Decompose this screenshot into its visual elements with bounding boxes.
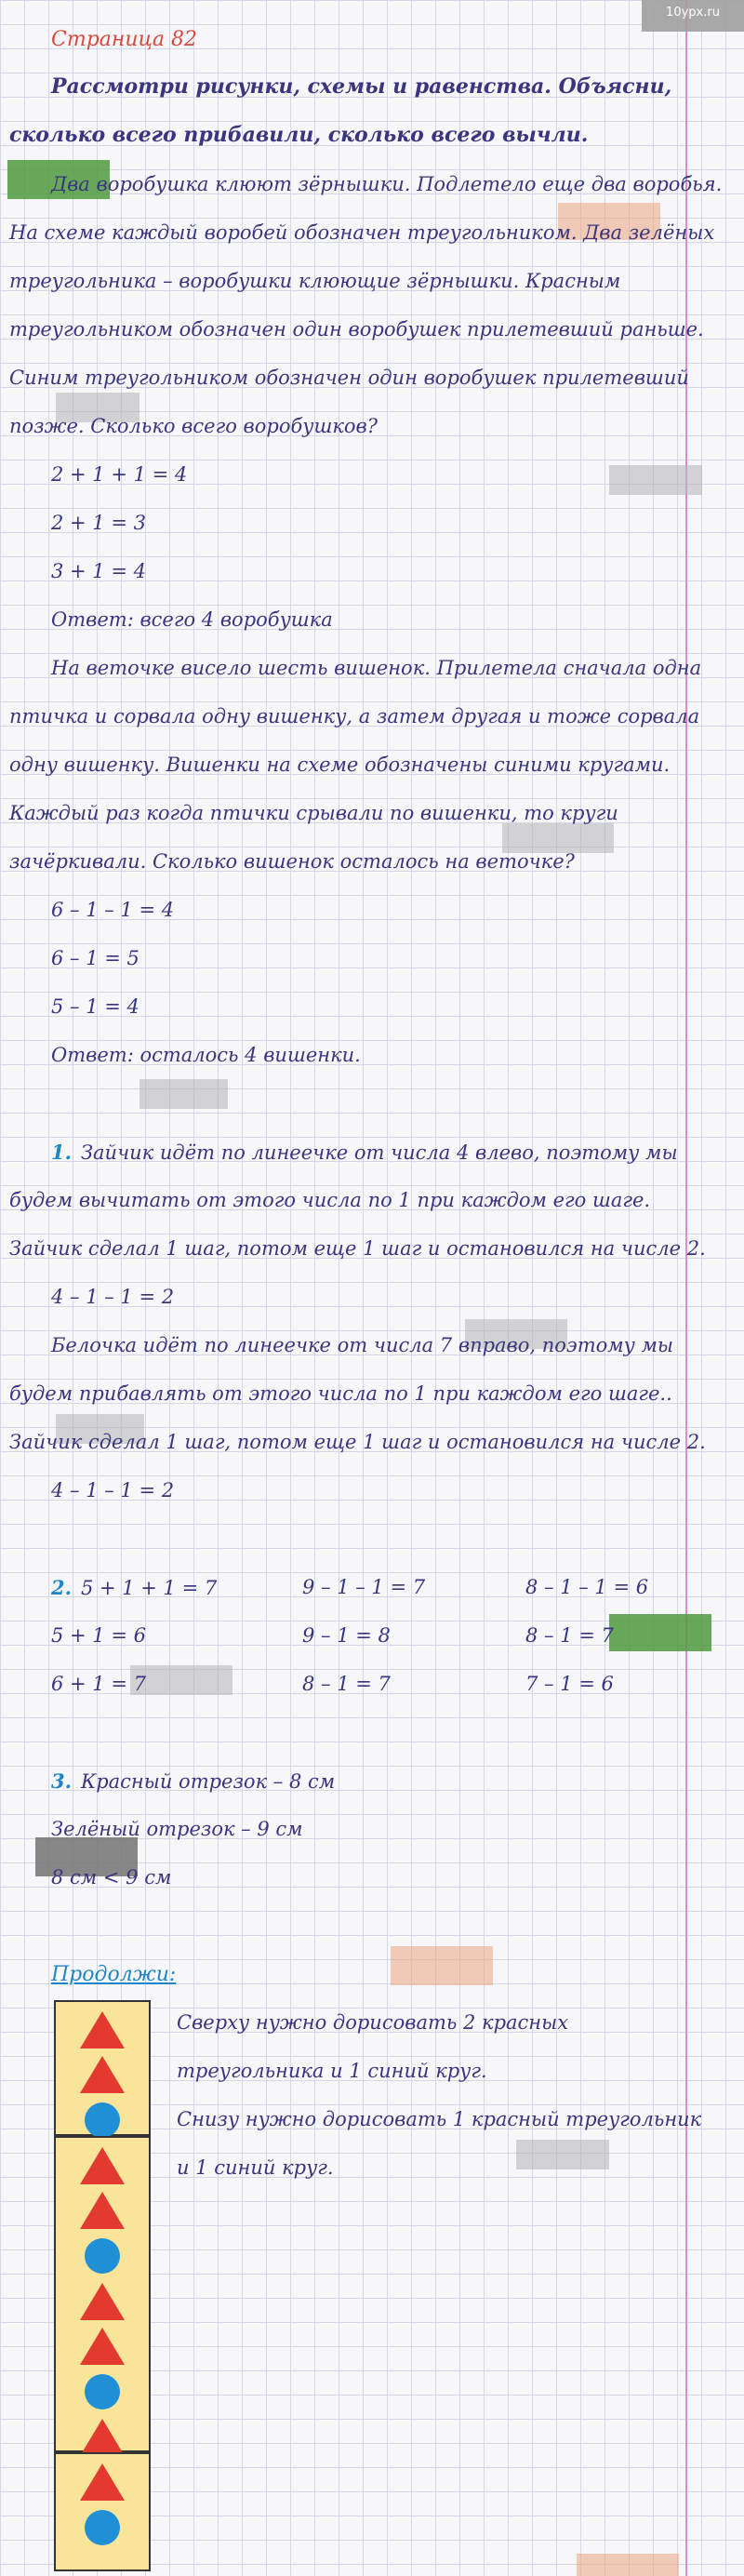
red-triangle-shape — [80, 2147, 125, 2184]
text-line: птичка и сорвала одну вишенку, а затем другая и тоже сорвала — [9, 705, 700, 727]
red-triangle-shape — [80, 2192, 125, 2229]
task-1-number: 1. — [51, 1141, 72, 1164]
task-1-line: Белочка идёт по линеечке от числа 7 вправо, поэтому мы — [51, 1334, 674, 1356]
text-line: одну вишенку. Вишенки на схеме обозначены синими кругами. — [9, 754, 671, 776]
task-3-text: Красный отрезок – 8 см — [80, 1770, 336, 1793]
task-heading-line: Рассмотри рисунки, схемы и равенства. Объясни, — [51, 74, 672, 99]
equation: 8 – 1 = 7 — [302, 1673, 391, 1695]
shape-column-top — [54, 2000, 151, 2136]
equation: 5 + 1 + 1 = 7 — [80, 1577, 218, 1599]
watermark — [391, 1946, 493, 1985]
equation: 3 + 1 = 4 — [51, 560, 146, 582]
equation: 6 – 1 – 1 = 4 — [51, 899, 175, 921]
task-2-row — [51, 1576, 217, 1599]
text-line: На схеме каждый воробей обозначен треугольником. Два зелёных — [9, 221, 715, 244]
task-1-line — [51, 1141, 678, 1164]
watermark — [577, 2554, 679, 2576]
watermark — [502, 823, 614, 853]
text-line: треугольника – воробушки клюющие зёрнышки. Красным — [9, 270, 621, 292]
equation: 2 + 1 = 3 — [51, 512, 146, 534]
text-line: треугольником обозначен один воробушек прилетевший раньше. — [9, 318, 704, 340]
red-triangle-shape — [80, 2463, 125, 2501]
shape-column-middle — [54, 2136, 151, 2452]
answer: Ответ: всего 4 воробушка — [51, 608, 333, 631]
text-line: Два воробушка клюют зёрнышки. Подлетело еще два воробья. — [51, 173, 723, 195]
red-triangle-shape — [80, 2328, 125, 2365]
task-3-number: 3. — [51, 1769, 72, 1793]
equation: 4 – 1 – 1 = 2 — [51, 1286, 175, 1308]
watermark — [609, 465, 702, 495]
task-1-line: Зайчик сделал 1 шаг, потом еще 1 шаг и остановился на числе 2. — [9, 1431, 706, 1453]
continue-label: Продолжи: — [51, 1963, 177, 1986]
equation: 5 – 1 = 4 — [51, 995, 140, 1018]
red-triangle-shape — [80, 2011, 125, 2049]
shape-column-bottom — [54, 2452, 151, 2571]
equation: 6 + 1 = 7 — [51, 1673, 146, 1695]
blue-circle-shape — [85, 2374, 120, 2409]
blue-circle-shape — [85, 2102, 120, 2138]
equation: 2 + 1 + 1 = 4 — [51, 463, 188, 486]
watermark — [609, 1614, 711, 1651]
equation: 7 – 1 = 6 — [525, 1673, 614, 1695]
equation: 4 – 1 – 1 = 2 — [51, 1479, 175, 1502]
equation: 5 + 1 = 6 — [51, 1624, 146, 1647]
answer: Ответ: осталось 4 вишенки. — [51, 1044, 361, 1066]
task-1-line: будем прибавлять от этого числа по 1 при каждом его шаге.. — [9, 1382, 672, 1405]
blue-circle-shape — [85, 2238, 120, 2274]
blue-circle-shape — [85, 2510, 120, 2545]
text-line: зачёркивали. Сколько вишенок осталось на веточке? — [9, 850, 575, 873]
text-line: Каждый раз когда птички срывали по вишенки, то круги — [9, 802, 618, 824]
continue-text: Сверху нужно дорисовать 2 красных — [177, 2011, 569, 2034]
text-line: Синим треугольником обозначен один воробушек прилетевший — [9, 367, 689, 389]
equation: 8 – 1 = 7 — [525, 1624, 614, 1647]
equation: 8 – 1 – 1 = 6 — [525, 1576, 649, 1598]
watermark — [140, 1079, 228, 1109]
task-3-line: 8 см < 9 см — [51, 1866, 172, 1889]
red-triangle-shape — [80, 2419, 125, 2456]
equation: 6 – 1 = 5 — [51, 947, 140, 969]
watermark: 10ypx.ru — [642, 0, 744, 32]
continue-text: треугольника и 1 синий круг. — [177, 2060, 487, 2082]
text-line: На веточке висело шесть вишенок. Прилетела сначала одна — [51, 657, 702, 679]
task-3-line — [51, 1769, 335, 1793]
task-1-line: Зайчик сделал 1 шаг, потом еще 1 шаг и остановился на числе 2. — [9, 1237, 706, 1260]
task-2-number: 2. — [51, 1576, 72, 1599]
continue-text: Снизу нужно дорисовать 1 красный треугольник — [177, 2108, 702, 2130]
red-triangle-shape — [80, 2056, 125, 2093]
watermark — [516, 2140, 609, 2169]
task-heading-line: сколько всего прибавили, сколько всего вычли. — [9, 123, 589, 147]
red-triangle-shape — [80, 2283, 125, 2320]
text-line: позже. Сколько всего воробушков? — [9, 415, 379, 437]
task-1-text: Зайчик идёт по линеечке от числа 4 влево, поэтому мы — [80, 1141, 678, 1164]
task-3-line: Зелёный отрезок – 9 см — [51, 1818, 303, 1840]
task-1-line: будем вычитать от этого числа по 1 при каждом его шаге. — [9, 1189, 651, 1211]
page-title: Страница 82 — [51, 28, 198, 51]
continue-text: и 1 синий круг. — [177, 2156, 334, 2179]
equation: 9 – 1 – 1 = 7 — [302, 1576, 426, 1598]
equation: 9 – 1 = 8 — [302, 1624, 391, 1647]
